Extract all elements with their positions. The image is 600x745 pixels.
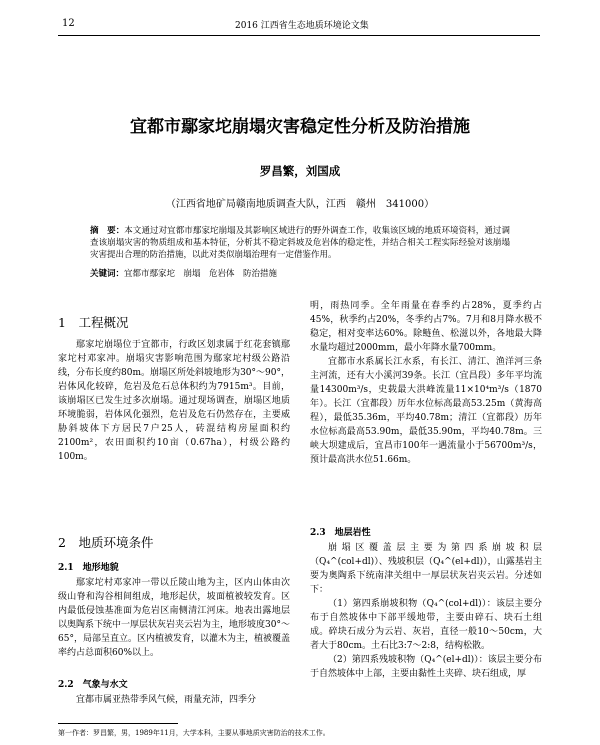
keywords-text: 宜都市鄢家坨 崩塌 危岩体 防治措施 (124, 269, 278, 279)
footnote: 第一作者：罗昌繁，男，1989年11月，大学本科，主要从事地质灾害防治的技术工作。 (58, 729, 330, 737)
paragraph: （1）第四系崩坡积物（Q₄^(col+dl)）：该层主要分布于自然坡体中下部平缓地带，主要由碎石、块石土组成。碎块石成分为云岩、灰岩，直径一般10～50cm，大者大于80cm。土石比3:7～2:8，结构松散。 (310, 599, 542, 651)
section-2-1-heading: 2.1 地形地貌 (58, 563, 119, 573)
paragraph: 崩塌区覆盖层主要为第四系崩坡积层（Q₄^(col+dl)）、残坡积层（Q₄^(el+dl)），山露基岩主要为奥陶系下统南津关组中一厚层状灰岩夹云岩。分述如下： (310, 543, 542, 595)
paragraph: （2）第四系残坡积物（Q₄^(el+dl)）：该层主要分布于自然坡体中上部，主要由黏性土夹碎、块石组成，厚 (310, 655, 542, 679)
affiliation: （江西省地矿局赣南地质调查大队，江西 赣州 341000） (165, 199, 435, 210)
page-number: 12 (62, 18, 75, 29)
right-column (310, 299, 542, 467)
paragraph: 明，雨热同季。全年雨量在春季约占28%，夏季约占45%，秋季约占20%，冬季约占7%。7月和8月降水极不稳定，相对变率达60%。除鲢鱼、松滋以外，各地最大降水量均超过2000mm，最小年降水量700mm。 (310, 301, 542, 353)
abstract-text: 本文通过对宜都市鄢家坨崩塌及其影响区域进行的野外调查工作，收集该区域的地质环境资料，通过调查该崩塌灾害的物质组成和基本特征，分析其不稳定斜坡及危岩体的稳定性，并结合相关工程实际经验对该崩塌灾害提出合理的防治措施，以此对类似崩塌治理有一定借鉴作用。 (90, 226, 510, 260)
paragraph: 宜都市水系属长江水系，有长江、清江、渔洋河三条主河流，还有大小溪河39条。长江（宜昌段）多年平均流量14300m³/s，史载最大洪峰流量11×10⁴m³/s（1870年）。长江（宜都段）历年水位标高最高53.25m（黄海高程），最低35.36m，平均40.78m；清江（宜都段）历年水位标高最高53.90m，最低35.90m，平均40.78m。三峡大坝建成后，宜昌市100年一遇流量小于56700m³/s，预计最高洪水位51.66m。 (310, 357, 542, 465)
running-header (0, 16, 600, 32)
section-2-1-body (58, 576, 290, 660)
section-2-3-body (310, 541, 542, 681)
keywords-label: 关键词： (90, 269, 125, 279)
header-rule (58, 35, 540, 36)
section-2-2-body (58, 693, 290, 707)
article-title: 宜都市鄢家坨崩塌灾害稳定性分析及防治措施 (130, 117, 470, 137)
authors: 罗昌繁，刘国成 (259, 164, 341, 178)
section-2-3-heading: 2.3 地层岩性 (310, 528, 371, 538)
abstract-label: 摘 要： (90, 226, 125, 236)
abstract (90, 225, 510, 261)
paragraph: 鄢家坨崩塌位于宜都市，行政区划隶属于红花套镇鄢家坨村邓家冲。崩塌灾害影响范围为鄢家坨村级公路沿线，分布长度约80m。崩塌区所处斜坡地形为30°～90°，岩体风化较碎，危岩及危石总体积约为7915m³。目前，该崩塌区已发生过多次崩塌。通过现场调查，崩塌区地质环境脆弱，岩体风化强烈，危岩及危石仍然存在，主要威胁斜坡体下方居民7户25人，砖混结构房屋面积约2100m²，农田面积约10亩（0.67ha），村级公路约100m。 (58, 340, 290, 462)
section-1-heading: 1 工程概况 (58, 315, 129, 330)
section-2-2-heading: 2.2 气象与水文 (58, 680, 128, 690)
paragraph: 鄢家坨村邓家冲一带以丘陵山地为主，区内山体由次级山脊和沟谷相间组成，地形起伏，坡面植被较发育。区内最低侵蚀基准面为危岩区南侧清江河床。地表出露地层以奥陶系下统中一厚层状灰岩夹云岩为主，地形坡度30°～65°，局部呈直立。区内植被发育，以灌木为主，植被覆盖率约占总面积60%以上。 (58, 578, 290, 658)
journal-title: 2016 江西省生态地质环境论文集 (235, 21, 369, 31)
footnote-rule (58, 723, 178, 724)
keywords (90, 267, 510, 279)
section-1-body (58, 338, 290, 528)
paragraph: 宜都市属亚热带季风气候，雨量充沛，四季分 (76, 695, 257, 705)
section-2-heading: 2 地质环境条件 (58, 535, 154, 550)
